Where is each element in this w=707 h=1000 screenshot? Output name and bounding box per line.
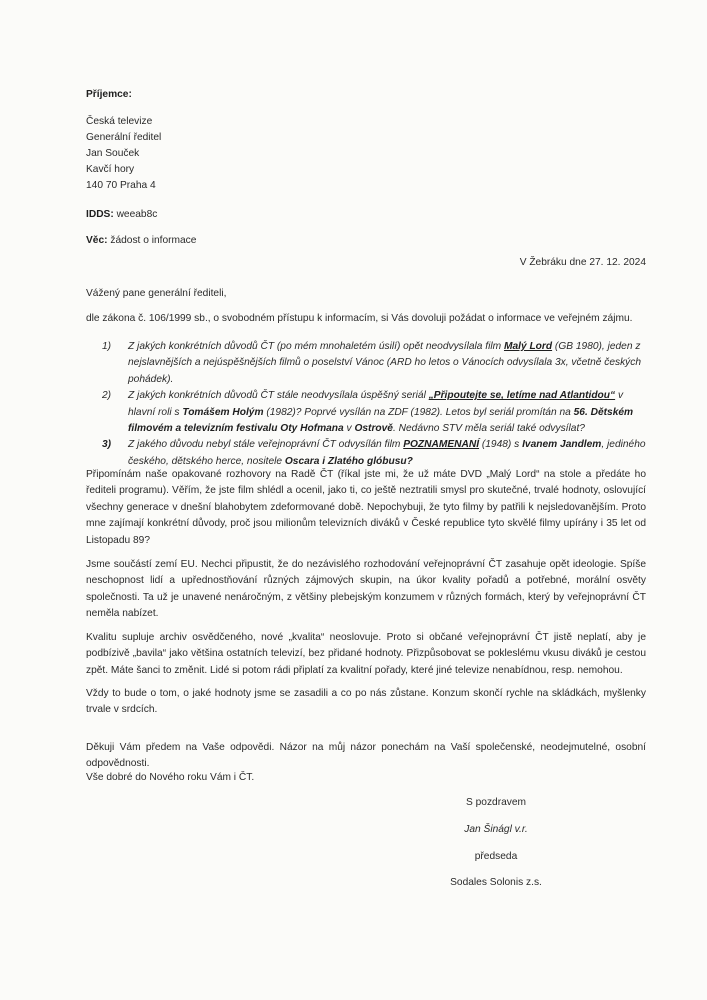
recipient-address <box>86 114 161 194</box>
subject-line: Věc: žádost o informace <box>86 235 197 246</box>
body-paragraph: Kvalitu supluje archiv osvědčeného, nové „kvalita“ neoslovuje. Proto si občané veřejnoprávní ČT jistě neplatí, aby je podbízivě „bavila“ jako většina ostatních televizí, bez přidané hodnoty. Přizpůsobovat se pokleslému vkusu diváků je cestou zpět. Máte šanci to změnit. Lidé si potom rádi připlatí za kvalitní pořady, které jiné televize nenabídnou, resp. nemohou. <box>86 632 646 676</box>
signature-organization: Sodales Solonis z.s. <box>450 877 542 888</box>
question-list <box>102 339 646 470</box>
address-line: Jan Souček <box>86 148 140 159</box>
address-line: Kavčí hory <box>86 164 135 175</box>
date-line: V Žebráku dne 27. 12. 2024 <box>519 257 646 268</box>
address-line: Generální ředitel <box>86 132 162 143</box>
body-paragraph: Vždy to bude o tom, o jaké hodnoty jsme se zasadili a co po nás zůstane. Konzum skončí rychle na skládkách, myšlenky trvale v srdcích. <box>86 688 646 716</box>
intro-paragraph: dle zákona č. 106/1999 sb., o svobodném přístupu k informacím, si Vás dovoluji požádat o informace ve veřejném zájmu. <box>86 313 633 324</box>
address-line: Česká televize <box>86 116 153 127</box>
question-number: 1) <box>102 341 112 352</box>
question-item <box>102 388 646 437</box>
signature-closing: S pozdravem <box>465 797 527 808</box>
salutation: Vážený pane generální řediteli, <box>86 288 227 299</box>
body-paragraph: Připomínám naše opakované rozhovory na Radě ČT (říkal jste mi, že už máte DVD „Malý Lord“ na stole a předáte ho řediteli programu). Věřím, že jste film shlédl a ocenil, jako ti, co ještě neztratili smysl pro skutečné, trvalé hodnoty, oslovující všechny generace v dnešní blahobytem zdeformované době. Nepochybuji, že tyto filmy by patřili k nejsledovanějším. Proto mne zajímají konkrétní důvody, proč jsou milionům televizních diváků v České republice tyto skvělé filmy upírány i 35 let od Listopadu 89? <box>86 469 646 546</box>
question-item <box>102 339 646 388</box>
question-text: Z jakého důvodu nebyl stále veřejnoprávní ČT odvysílán film POZNAMENANÍ (1948) s Ivanem Jandlem, jediného českého, dětského herce, nositele Oscara i Zlatého glóbusu? <box>128 439 646 467</box>
body-paragraph: Děkuji Vám předem na Vaše odpovědi. Názor na můj názor ponechám na Vaší společenské, neodejmutelné, osobní odpovědnosti. <box>86 742 646 770</box>
signature-title: předseda <box>474 851 518 862</box>
recipient-label: Příjemce: <box>86 89 132 100</box>
question-item <box>102 437 646 470</box>
question-number: 2) <box>102 390 112 402</box>
body-paragraph: Jsme součástí zemí EU. Nechci připustit, že do nezávislého rozhodování veřejnoprávní ČT zasahuje opět ideologie. Spíše neschopnost lidí a upřednostňování různých zájmových skupin, na úkor kvality pořadů a potřebné, morální osvěty společnosti. Ta už je unavené nenáročným, z většiny plebejským konzumem v různých formách, který by veřejnoprávní ČT neměla nabízet. <box>86 559 646 620</box>
question-text: Z jakých konkrétních důvodů ČT stále neodvysílala úspěšný seriál „Připoutejte se, letíme nad Atlantidou“ v hlavní roli s Tomášem Holým (1982)? Poprvé vysílán na ZDF (1982). Letos byl seriál promítán na 56. Dětském filmovém a televizním festivalu Oty Hofmana v Ostrově. Nedávno STV měla seriál také odvysílat? <box>128 390 634 435</box>
question-number: 3) <box>102 439 112 451</box>
address-line: 140 70 Praha 4 <box>86 180 156 191</box>
signature-name: Jan Šinágl v.r. <box>464 824 528 835</box>
closing-wish: Vše dobré do Nového roku Vám i ČT. <box>86 772 255 783</box>
question-text: Z jakých konkrétních důvodů ČT (po mém mnohaletém úsilí) opět neodvysílala film Malý Lord (GB 1980), jeden z nejslavnějších a nejúspěšnějších filmů o poselství Vánoc (ARD ho letos o Vánocích odvysílala 3x, včetně českých pohádek). <box>128 341 642 385</box>
idds-line: IDDS: weeab8c <box>86 209 158 220</box>
